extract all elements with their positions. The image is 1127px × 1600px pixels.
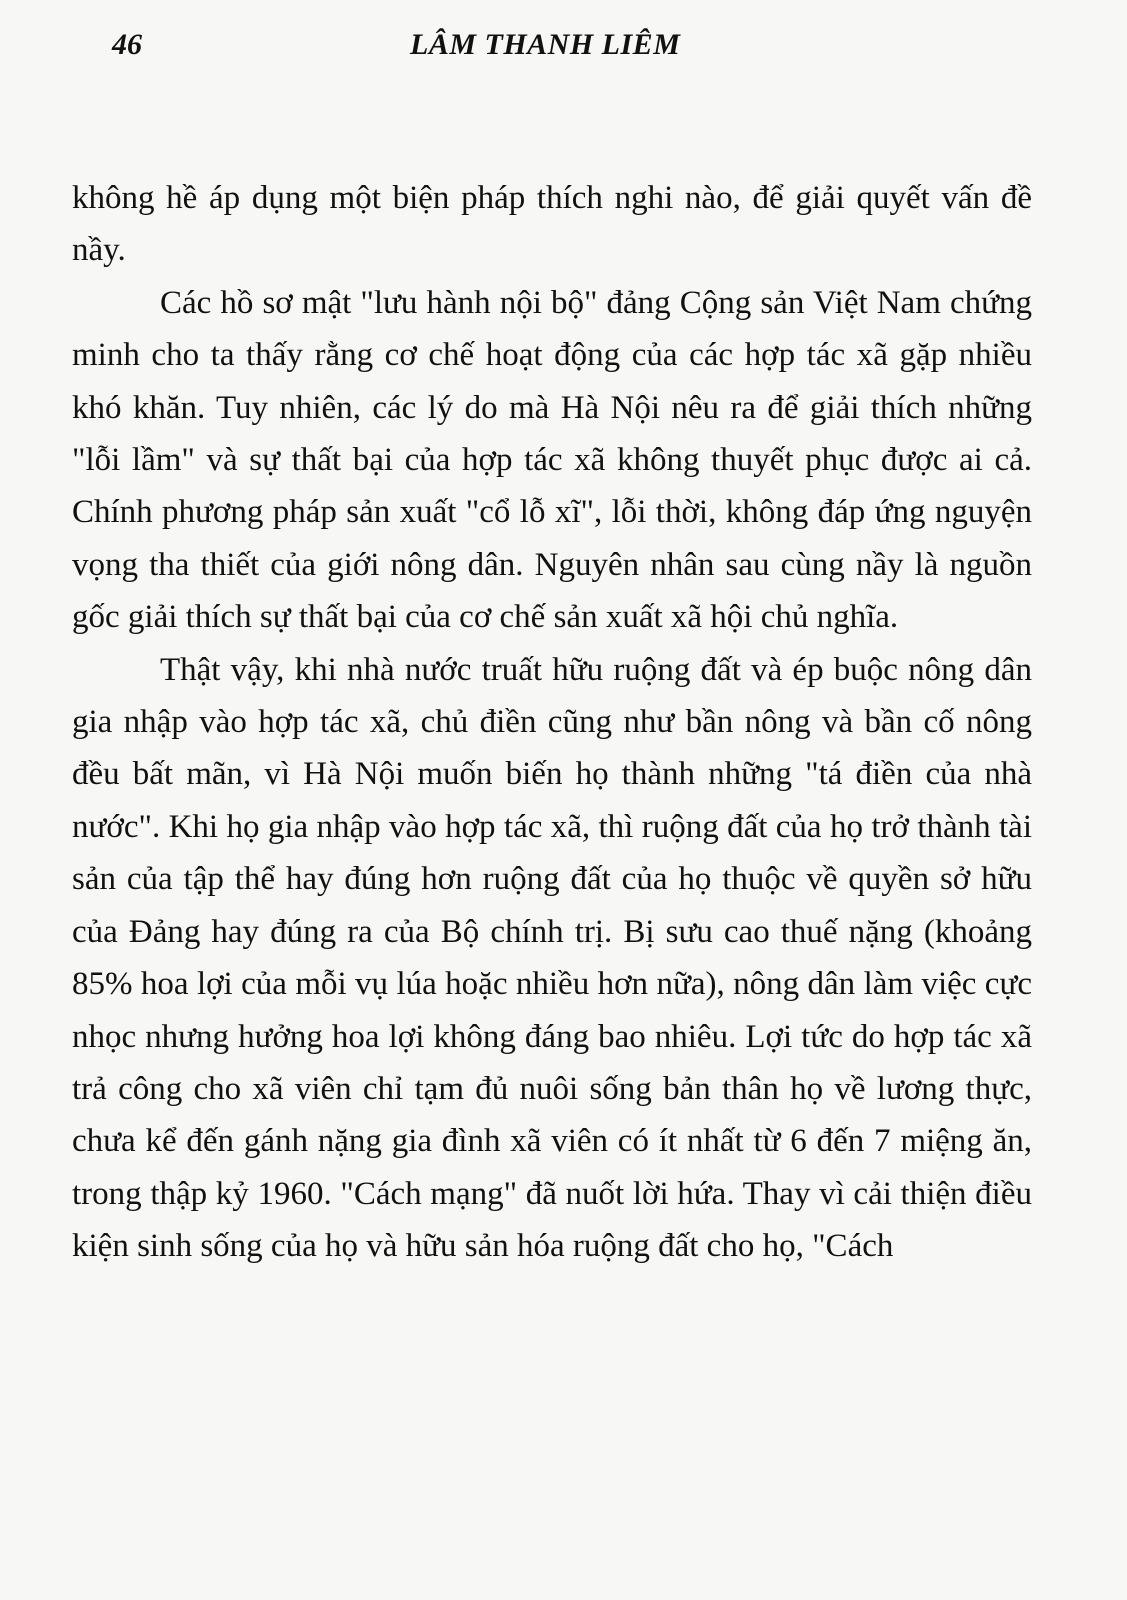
paragraph: Thật vậy, khi nhà nước truất hữu ruộng đất và ép buộc nông dân gia nhập vào hợp tác xã, chủ điền cũng như bần nông và bần cố nông đều bất mãn, vì Hà Nội muốn biến họ thành những "tá điền của nhà nước". Khi họ gia nhập vào hợp tác xã, thì ruộng đất của họ trở thành tài sản của tập thể hay đúng hơn ruộng đất của họ thuộc về quyền sở hữu của Đảng hay đúng ra của Bộ chính trị. Bị sưu cao thuế nặng (khoảng 85% hoa lợi của mỗi vụ lúa hoặc nhiều hơn nữa), nông dân làm việc cực nhọc nhưng hưởng hoa lợi không đáng bao nhiêu. Lợi tức do hợp tác xã trả công cho xã viên chỉ tạm đủ nuôi sống bản thân họ về lương thực, chưa kể đến gánh nặng gia đình xã viên có ít nhất từ 6 đến 7 miệng ăn, trong thập kỷ 1960. "Cách mạng" đã nuốt lời hứa. Thay vì cải thiện điều kiện sinh sống của họ và hữu sản hóa ruộng đất cho họ, "Cách <box>72 651 1032 1265</box>
page-number: 46 <box>112 28 142 61</box>
paragraph: Các hồ sơ mật "lưu hành nội bộ" đảng Cộng sản Việt Nam chứng minh cho ta thấy rằng cơ chế hoạt động của các hợp tác xã gặp nhiều khó khăn. Tuy nhiên, các lý do mà Hà Nội nêu ra để giải thích những "lỗi lầm" và sự thất bại của hợp tác xã không thuyết phục được ai cả. Chính phương pháp sản xuất "cổ lỗ xĩ", lỗi thời, không đáp ứng nguyện vọng tha thiết của giới nông dân. Nguyên nhân sau cùng nầy là nguồn gốc giải thích sự thất bại của cơ chế sản xuất xã hội chủ nghĩa. <box>72 284 1032 636</box>
page-header <box>112 28 1037 68</box>
running-head-author: LÂM THANH LIÊM <box>410 28 681 61</box>
paragraph-continuation: không hề áp dụng một biện pháp thích nghi nào, để giải quyết vấn đề nầy. <box>72 180 1032 269</box>
body-text <box>72 172 1032 1273</box>
